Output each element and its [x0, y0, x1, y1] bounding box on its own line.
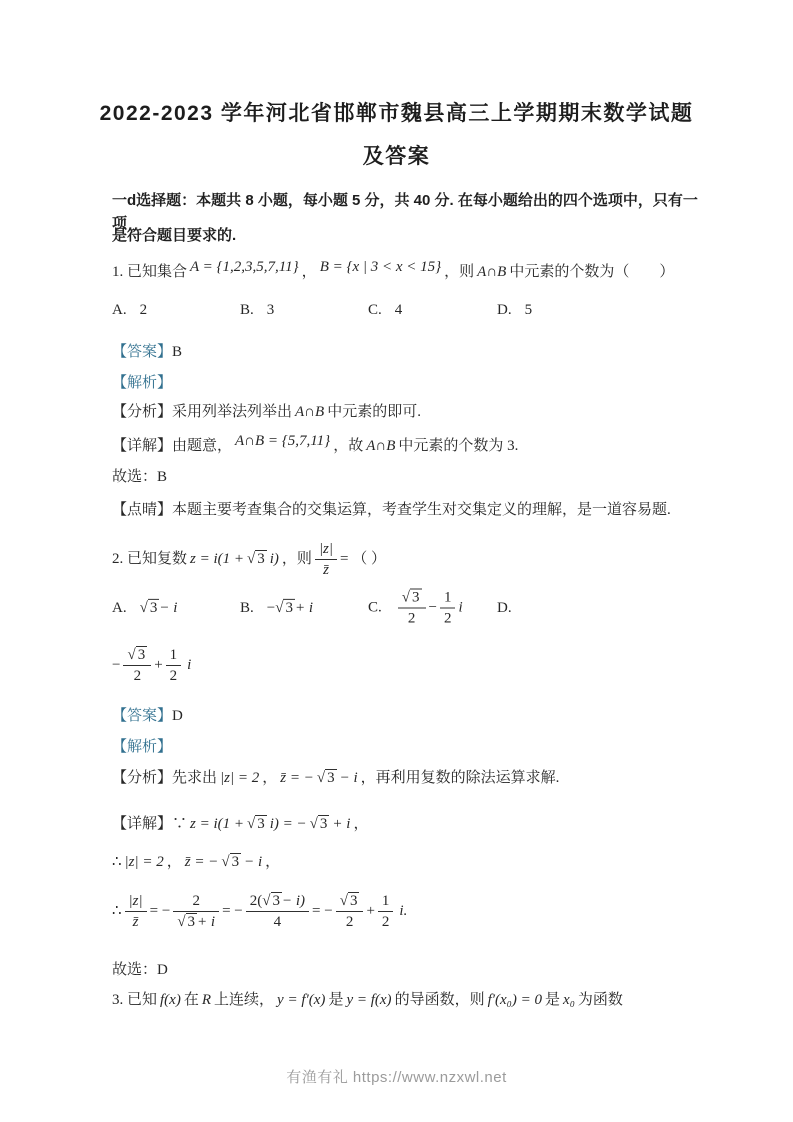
q2-answer-value: D	[172, 708, 183, 724]
q1-option-c	[368, 300, 402, 320]
title-text-line2: 及答案	[362, 145, 431, 168]
q2-z-formula-post: i)	[269, 550, 279, 567]
q2-detail-line3: ∴ $\frac{|z|}{z̄}$ = − $\frac{2}{√ 3 + i}$ = − $\frac{2(√ 3 - i)}{4}$ = − $\frac{√ 3}{2}$ + $\frac{1}{2}$ i.	[112, 893, 408, 930]
q2-analysis-label-row	[112, 737, 705, 757]
q2-option-c: C. $\frac{√ 3}{2}$ − $\frac{1}{2}$ i	[368, 589, 463, 627]
q2-detail-line1: 【详解】∵ z = i(1 + √ 3 i) = − √ 3 + i ，	[112, 816, 369, 832]
q2-d3-frac3: $\frac{√ 3}{2}$	[336, 892, 364, 931]
q2-option-d-label: D.	[497, 599, 512, 616]
q1-option-a-value: 2	[139, 301, 148, 318]
q3-x0: x₀	[563, 992, 575, 1008]
q2-option-b-label: B.	[240, 599, 254, 616]
q1-option-d-label: D.	[497, 301, 512, 318]
question-2-options	[112, 583, 705, 633]
q2-d3-frac4: $\frac{1}{2}$	[378, 892, 394, 931]
q1-conclusion-row: 故选：B	[112, 469, 168, 485]
q1-note-row: 【点晴】本题主要考查集合的交集运算，考查学生对交集定义的理解，是一道容易题.	[112, 502, 671, 518]
question-1-options	[112, 298, 705, 322]
q3-r: R	[201, 992, 212, 1008]
page-title-line1	[0, 100, 793, 128]
q1-fenxi-formula: A∩B	[295, 404, 325, 420]
question-2-stem: 2. 已知复数 z = i(1 + √ 3 i) ，则 $\frac{|z|}{z̄}$ = （ ）	[112, 541, 386, 578]
q3-derivative: y = f′(x)	[277, 992, 326, 1008]
q3-yfx: y = f(x)	[346, 992, 392, 1008]
q2-modz-over-zbar-fraction: $\frac{|z|}{z̄}$	[315, 540, 337, 579]
q1-analysis-row: 【分析】采用列举法列举出 A∩B 中元素的即可.	[112, 404, 421, 420]
q1-option-a	[112, 300, 147, 320]
q2-option-d-frac1: $\frac{√ 3}{2}$	[123, 646, 151, 685]
footer-text: 有渔有礼 https://www.nzxwl.net	[286, 1069, 507, 1086]
q2-option-b: B. −√ 3 + i	[240, 599, 314, 616]
q2-d3-frac0: $\frac{|z|}{z̄}$	[125, 892, 147, 931]
q1-option-b-label: B.	[240, 301, 254, 318]
q1-option-b-value: 3	[266, 301, 275, 318]
q1-prefix: 1. 已知集合	[112, 264, 188, 280]
q2-d3-frac1: $\frac{2}{√ 3 + i}$	[173, 892, 219, 931]
q2-option-d-value: − $\frac{√ 3}{2}$ + $\frac{1}{2}$ i	[112, 647, 192, 684]
q1-set-a-formula: A = {1,2,3,5,7,11}	[190, 259, 299, 275]
q2-analysis-label: 【解析】	[112, 739, 173, 755]
q1-answer-row	[112, 342, 705, 362]
q1-option-a-label: A.	[112, 301, 127, 318]
q2-z-formula-pre: z = i(1 +	[190, 550, 245, 567]
q1-analysis-label: 【解析】	[112, 375, 173, 391]
q1-analysis-label-row	[112, 373, 705, 393]
question-1-stem: 1. 已知集合 A = {1,2,3,5,7,11} ， B = {x | 3 < x < 15} ，则 A∩B 中元素的个数为（ ）	[112, 259, 675, 280]
title-text-line1: 2022-2023 学年河北省邯郸市魏县高三上学期期末数学试题	[99, 102, 694, 125]
q2-option-a-label: A.	[112, 599, 127, 616]
q1-detail-formula2: A∩B	[366, 438, 396, 454]
q1-detail-row: 【详解】由题意， A∩B = {5,7,11} ，故 A∩B 中元素的个数为 3.	[112, 433, 519, 454]
q1-option-d	[497, 300, 532, 320]
question-3-stem: 3. 已知 f(x) 在 R 上连续， y = f′(x) 是 y = f(x) 的导函数，则 f′(x₀) = 0 是 x₀ 为函数	[112, 992, 623, 1008]
section-intro-line2: 是符合题目要求的.	[112, 227, 237, 244]
q2-option-c-frac1: $\frac{√ 3}{2}$	[398, 589, 426, 628]
q1-answer-value: B	[172, 344, 183, 360]
q2-analysis-row: 【分析】先求出 |z| = 2 ， z̄ = − √ 3 − i ，再利用复数的除法运算求解.	[112, 770, 560, 786]
q2-prefix: 2. 已知复数	[112, 550, 188, 567]
q3-fprime-x0: f′(x₀) = 0	[487, 992, 543, 1008]
q2-answer-label: 【答案】	[112, 708, 173, 724]
q2-detail-line2: ∴ |z| = 2 ， z̄ = − √ 3 − i ，	[112, 854, 281, 870]
q1-option-d-value: 5	[524, 301, 533, 318]
q2-option-c-label: C.	[368, 599, 382, 616]
q1-option-c-label: C.	[368, 301, 382, 318]
footer-watermark	[0, 1068, 793, 1088]
q2-option-c-frac2: $\frac{1}{2}$	[440, 589, 456, 628]
q1-answer-label: 【答案】	[112, 344, 173, 360]
q2-answer-row	[112, 706, 705, 726]
q3-fx: f(x)	[160, 992, 181, 1008]
q1-option-c-value: 4	[394, 301, 403, 318]
q2-option-a-sqrt: √ 3	[139, 599, 158, 616]
q2-conclusion-row: 故选：D	[112, 962, 168, 978]
q1-detail-formula1: A∩B = {5,7,11}	[235, 433, 331, 449]
q1-set-b-formula: B = {x | 3 < x < 15}	[319, 259, 442, 275]
q2-option-d-frac2: $\frac{1}{2}$	[166, 646, 182, 685]
q1-option-b	[240, 300, 274, 320]
q2-option-a: A. √ 3 − i	[112, 599, 178, 616]
q2-fenxi-sqrt: √ 3	[316, 770, 335, 786]
page-title-line2	[0, 143, 793, 171]
q2-option-d	[497, 598, 525, 618]
q2-option-b-sqrt: √ 3	[275, 599, 293, 616]
section-intro-line1: 一d选择题：本题共 8 小题，每小题 5 分，共 40 分. 在每小题给出的四个选项中，只有一项	[112, 192, 698, 232]
q2-sqrt3: √ 3	[247, 550, 265, 567]
q2-d3-frac2: $\frac{2(√ 3 - i)}{4}$	[246, 892, 309, 931]
q1-intersect-formula: A∩B	[477, 264, 507, 280]
